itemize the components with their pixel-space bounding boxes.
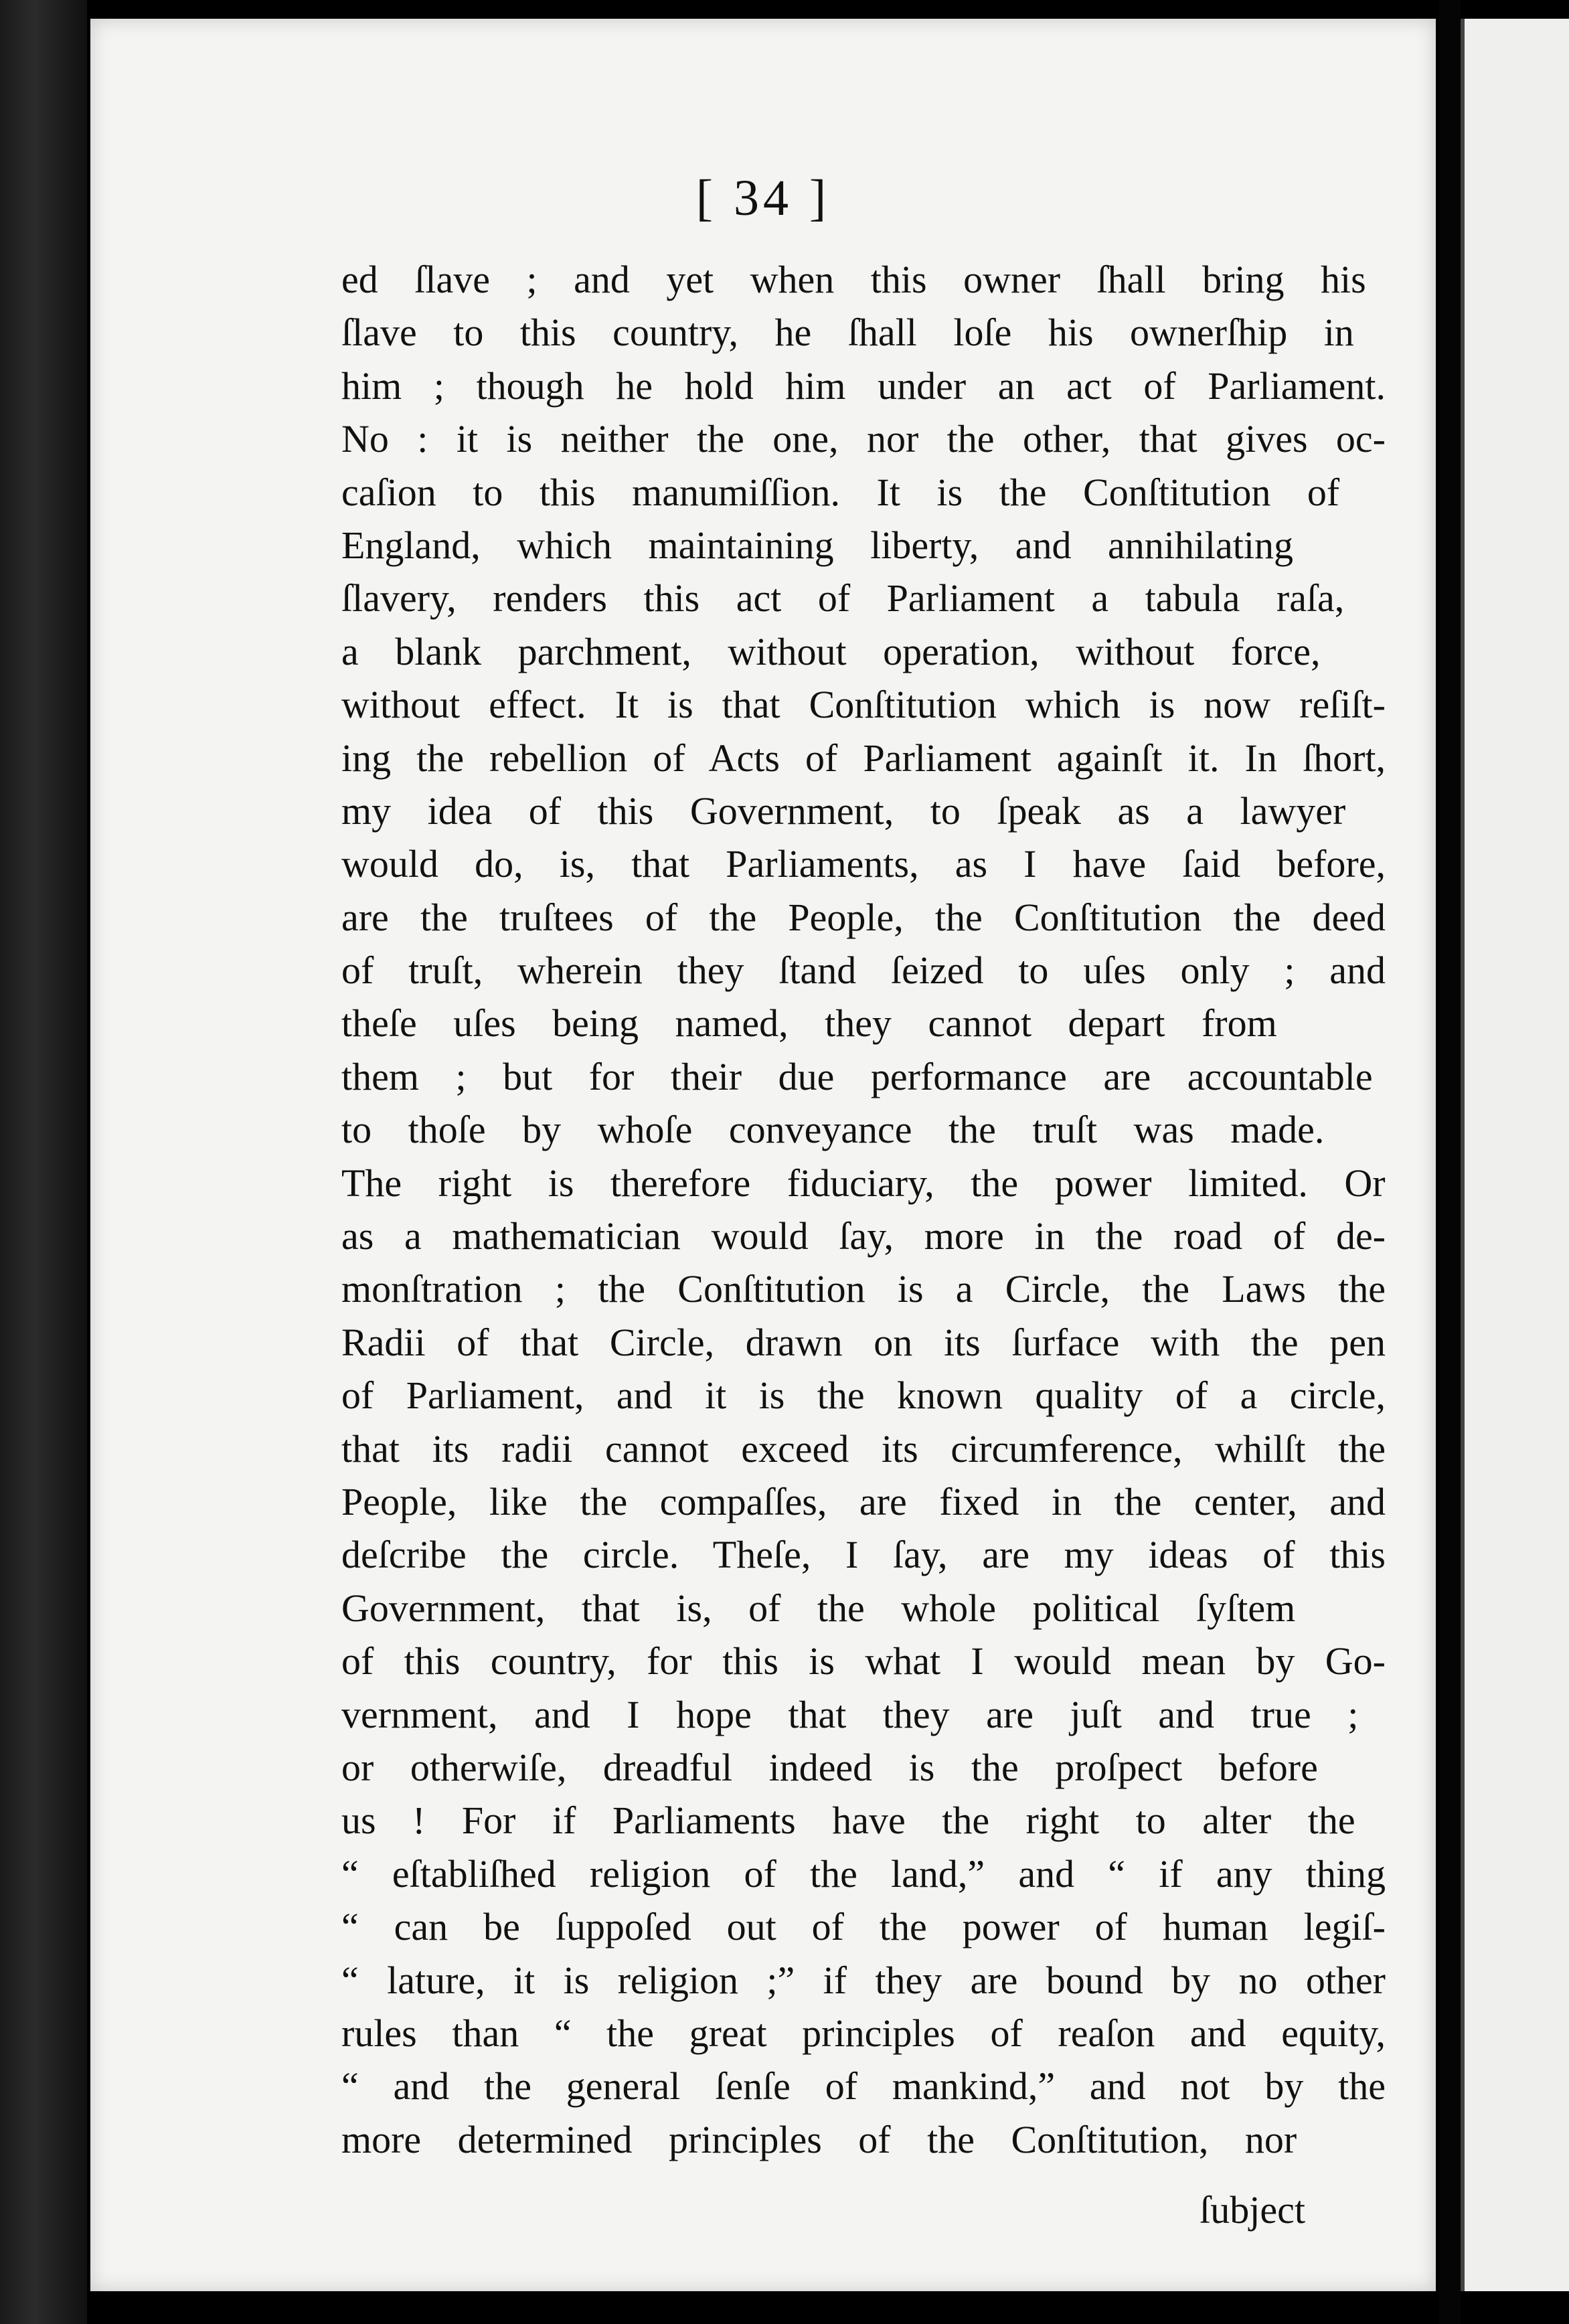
text-line: ſlave to this country, he ſhall loſe his ownerſhip in bbox=[341, 311, 1354, 355]
text-line: ing the rebellion of Acts of Parliament againſt it. In ſhort, bbox=[341, 736, 1386, 780]
text-line: vernment, and I hope that they are juſt and true ; bbox=[341, 1692, 1359, 1736]
text-line: caſion to this manumiſſion. It is the Conſtitution of bbox=[341, 470, 1340, 514]
adjacent-page bbox=[1461, 19, 1569, 2291]
text-line: or otherwiſe, dreadful indeed is the proſpect before bbox=[341, 1745, 1318, 1789]
text-line: rules than “ the great principles of reaſon and equity, bbox=[341, 2011, 1386, 2055]
text-line: them ; but for their due performance are accountable bbox=[341, 1054, 1373, 1098]
text-line: “ and the general ſenſe of mankind,” and not by the bbox=[341, 2064, 1386, 2108]
text-line: Radii of that Circle, drawn on its ſurface with the pen bbox=[341, 1320, 1386, 1364]
text-line: “ lature, it is religion ;” if they are bound by no other bbox=[341, 1958, 1386, 2002]
text-line: People, like the compaſſes, are fixed in the center, and bbox=[341, 1479, 1386, 1523]
text-line: of this country, for this is what I would mean by Go- bbox=[341, 1639, 1386, 1683]
book-binding-edge bbox=[0, 0, 87, 2324]
adjacent-page-edge bbox=[1461, 19, 1465, 2291]
text-line: The right is therefore fiduciary, the power limited. Or bbox=[341, 1161, 1386, 1205]
text-line: deſcribe the circle. Theſe, I ſay, are my ideas of this bbox=[341, 1533, 1386, 1577]
text-line: as a mathematician would ſay, more in the road of de- bbox=[341, 1214, 1386, 1258]
text-line: monſtration ; the Conſtitution is a Circle, the Laws the bbox=[341, 1267, 1386, 1311]
text-line: Government, that is, of the whole political ſyſtem bbox=[341, 1586, 1296, 1630]
text-line: are the truſtees of the People, the Conſtitution the deed bbox=[341, 895, 1386, 939]
text-line: to thoſe by whoſe conveyance the truſt was made. bbox=[341, 1108, 1325, 1152]
body-text bbox=[341, 253, 1386, 2166]
text-line: “ can be ſuppoſed out of the power of human legiſ- bbox=[341, 1905, 1386, 1949]
text-line: him ; though he hold him under an act of Parliament. bbox=[341, 363, 1386, 408]
book-page bbox=[90, 19, 1436, 2291]
text-line: ed ſlave ; and yet when this owner ſhall bring his bbox=[341, 258, 1366, 301]
text-line: my idea of this Government, to ſpeak as a lawyer bbox=[341, 788, 1346, 833]
text-line: England, which maintaining liberty, and annihilating bbox=[341, 523, 1294, 567]
text-line: more determined principles of the Conſtitution, nor bbox=[341, 2117, 1297, 2161]
text-line: No : it is neither the one, nor the other, that gives oc- bbox=[341, 417, 1386, 461]
page-gutter bbox=[1439, 0, 1461, 2324]
text-line: ſlavery, renders this act of Parliament a tabula raſa, bbox=[341, 576, 1345, 620]
catchword: ſubject bbox=[1200, 2188, 1305, 2232]
text-line: of Parliament, and it is the known quality of a circle, bbox=[341, 1374, 1386, 1418]
text-line: would do, is, that Parliaments, as I have ſaid before, bbox=[341, 842, 1386, 886]
text-line: us ! For if Parliaments have the right to alter the bbox=[341, 1799, 1355, 1843]
text-line: theſe uſes being named, they cannot depart from bbox=[341, 1001, 1277, 1046]
text-line: a blank parchment, without operation, without force, bbox=[341, 629, 1321, 673]
text-line: without effect. It is that Conſtitution which is now reſiſt- bbox=[341, 683, 1386, 727]
text-line: of truſt, wherein they ſtand ſeized to uſes only ; and bbox=[341, 948, 1386, 993]
page-number-header: [ 34 ] bbox=[695, 170, 831, 226]
text-line: that its radii cannot exceed its circumference, whilſt the bbox=[341, 1426, 1386, 1471]
text-line: “ eſtabliſhed religion of the land,” and “ if any thing bbox=[341, 1851, 1386, 1896]
